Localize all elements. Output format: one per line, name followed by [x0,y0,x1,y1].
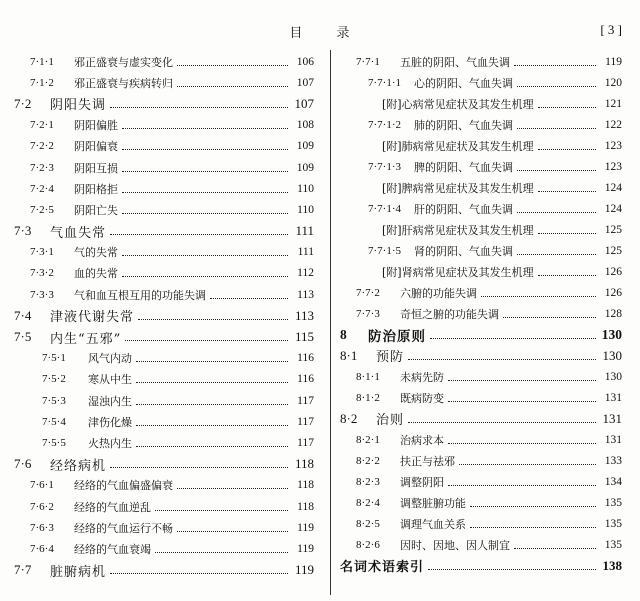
dot-leader [470,526,596,528]
toc-entry-number: 7·6 [14,456,32,472]
toc-entry[interactable] [14,136,314,157]
dot-leader [136,403,288,405]
toc-entry-number: 7·2·4 [30,182,54,195]
toc-entry-number: 7·2·5 [30,203,54,216]
dot-leader [538,106,596,108]
toc-entry-title: 肝的阴阳、气血失调 [414,202,513,216]
toc-entry[interactable] [14,51,314,72]
toc-entry-number: 7·3·3 [30,288,54,301]
toc-entry-title: [附]肝病常见症状及其发生机理 [382,223,534,237]
page-header-title: 目 录 [289,26,351,41]
toc-entry-page: 110 [297,182,314,195]
toc-entry-number: 7·3·2 [30,267,54,280]
dot-leader [136,424,288,426]
toc-entry-page: 124 [604,181,622,194]
toc-entry-title: 阴阳偏胜 [74,119,118,133]
toc-entry[interactable] [14,348,314,369]
dot-leader [122,212,288,214]
toc-entry-title: 五脏的阴阳、气血失调 [400,55,510,69]
toc-entry-number: 7·5·4 [42,415,66,428]
dot-leader [110,572,288,574]
toc-entry[interactable] [14,326,314,347]
dot-leader [122,275,288,277]
toc-entry-title: 阴阳失调 [50,98,107,114]
dot-leader [177,85,288,87]
toc-entry[interactable] [340,387,622,408]
dot-leader [136,381,288,383]
toc-entry[interactable] [14,390,314,411]
toc-entry-page: 135 [604,517,622,530]
toc-entry-page: 113 [297,288,314,301]
toc-entry-title: 名词术语索引 [340,560,425,575]
toc-entry-number: 7·7·3 [356,307,380,320]
toc-entry-page: 118 [297,500,314,513]
toc-entry-page: 107 [294,95,314,111]
toc-entry-title: 治病求本 [400,433,444,447]
toc-entry-title: 经络的气血偏盛偏衰 [74,479,173,493]
dot-leader [136,445,288,447]
toc-entry[interactable] [14,411,314,432]
toc-entry-page: 135 [604,538,622,551]
toc-entry-page: 138 [602,557,622,573]
toc-entry[interactable] [340,177,622,198]
toc-entry-page: 119 [605,55,622,68]
toc-entry-page: 120 [604,76,622,89]
page-number: [ 3 ] [600,22,622,37]
toc-entry-title: 未病先防 [400,370,444,384]
toc-entry-title: 调整脏腑功能 [400,496,466,510]
toc-entry-page: 135 [604,496,622,509]
toc-entry-title: 防治原则 [368,328,426,345]
toc-entry-number: 8·1·2 [356,391,380,404]
dot-leader [110,106,288,108]
dot-leader [503,316,596,318]
toc-entry[interactable] [14,284,314,305]
toc-entry-number: 7·5·2 [42,373,66,386]
dot-leader [110,233,288,235]
toc-entry[interactable] [340,114,622,135]
toc-entry[interactable] [340,240,622,261]
toc-entry-title: 邪正盛衰与虚实变化 [74,55,173,69]
toc-entry-number: 7·7·1·5 [368,244,401,257]
toc-entry-title: 经络的气血运行不畅 [74,521,173,535]
dot-leader [514,64,596,66]
dot-leader [177,530,288,532]
dot-leader [210,297,288,299]
toc-entry-page: 134 [604,475,622,488]
toc-entry-page: 119 [297,542,314,555]
toc-entry-title: 气血失常 [50,225,107,241]
toc-entry-number: 8·1 [340,347,358,363]
toc-entry-page: 110 [297,203,314,216]
dot-leader [155,551,288,553]
toc-entry-number: 7·7·1·2 [368,118,401,131]
toc-entry-number: 7·2·3 [30,161,54,174]
toc-entry[interactable] [340,324,622,345]
toc-entry-number: 7·5·3 [42,394,66,407]
toc-entry-title: 心的阴阳、气血失调 [414,76,513,90]
dot-leader [430,337,596,339]
toc-entry-title: [附]心病常见症状及其发生机理 [382,97,534,111]
toc-entry[interactable] [340,471,622,492]
toc-entry-title: 经络的气血衰竭 [74,542,151,556]
toc-entry-title: 风气内动 [88,352,132,366]
toc-entry[interactable] [340,366,622,387]
toc-entry[interactable] [14,93,314,114]
toc-entry-number: 7·2 [14,95,32,111]
toc-entry[interactable] [14,496,314,517]
dot-leader [122,254,288,256]
toc-entry-number: 8·2·1 [356,433,380,446]
toc-entry-number: 7·6·4 [30,542,54,555]
toc-entry[interactable] [340,93,622,114]
toc-entry-page: 130 [604,370,622,383]
dot-leader [481,295,596,297]
toc-entry-number: 7·7·1·4 [368,202,401,215]
toc-entry-title: 预防 [376,350,405,365]
toc-entry-title: 津伤化燥 [88,415,132,429]
dot-leader [538,232,596,234]
toc-entry[interactable] [340,51,622,72]
toc-entry[interactable] [340,429,622,450]
toc-entry[interactable] [340,156,622,177]
toc-entry-title: 调整阴阳 [400,475,444,489]
toc-entry-number: 7·2·2 [30,140,54,153]
toc-entry-page: 118 [294,456,314,472]
toc-entry[interactable] [14,305,314,326]
toc-entry-number: 7·7·1·3 [368,160,401,173]
dot-leader [122,170,288,172]
toc-entry-title: 阴阳偏衰 [74,140,118,154]
toc-entry-page: 130 [602,347,622,363]
toc-entry[interactable] [14,221,314,242]
toc-entry-title: 奇恒之腑的功能失调 [400,307,499,321]
toc-entry-title: 阴阳亡失 [74,203,118,217]
toc-entry-page: 111 [295,223,314,239]
toc-entry[interactable] [340,261,622,282]
toc-entry[interactable] [340,408,622,429]
toc-entry-title: 因时、因地、因人制宜 [400,538,510,552]
toc-entry-title: 邪正盛衰与疾病转归 [74,76,173,90]
dot-leader [538,274,596,276]
toc-entry[interactable] [340,219,622,240]
toc-entry[interactable] [14,517,314,538]
toc-right-column [340,51,622,576]
toc-entry[interactable] [14,369,314,390]
toc-entry-page: 108 [296,119,314,132]
toc-entry-number: 7·1·1 [30,55,54,68]
dot-leader [514,547,596,549]
toc-entry-title: 湿浊内生 [88,394,132,408]
dot-leader [448,400,596,402]
toc-left-column [14,51,314,581]
toc-entry-page: 117 [297,394,314,407]
toc-entry-page: 125 [604,244,622,257]
toc-entry-page: 123 [604,139,622,152]
toc-entry[interactable] [340,555,622,576]
dot-leader [110,466,288,468]
toc-entry-page: 119 [297,521,314,534]
toc-entry-title: 既病防变 [400,391,444,405]
toc-entry-title: 气的失常 [74,246,118,260]
toc-entry-page: 118 [297,479,314,492]
toc-entry-page: 111 [297,246,314,259]
toc-entry[interactable] [340,282,622,303]
dot-leader [517,85,596,87]
toc-entry-page: 112 [297,267,314,280]
toc-entry[interactable] [340,135,622,156]
toc-entry[interactable] [340,513,622,534]
toc-entry-number: 7·7·2 [356,286,380,299]
toc-entry-title: 经络的气血逆乱 [74,500,151,514]
toc-entry-page: 113 [294,307,314,323]
toc-entry-page: 124 [604,202,622,215]
toc-entry[interactable] [340,345,622,366]
toc-entry-title: 脏腑病机 [50,564,107,580]
toc-entry-number: 7·5·5 [42,436,66,449]
dot-leader [538,148,596,150]
toc-entry-number: 7·2·1 [30,119,54,132]
toc-entry-page: 116 [297,352,314,365]
toc-entry-number: 7·3·1 [30,246,54,259]
toc-entry-page: 125 [604,223,622,236]
toc-entry-title: [附]肺病常见症状及其发生机理 [382,139,534,153]
toc-entry-page: 123 [604,160,622,173]
toc-entry[interactable] [14,72,314,93]
toc-entry-number: 8·2 [340,410,358,426]
dot-leader [517,169,596,171]
toc-entry-page: 115 [294,329,314,345]
toc-entry-page: 117 [297,415,314,428]
toc-entry[interactable] [340,492,622,513]
toc-entry-page: 130 [601,326,622,342]
toc-entry-page: 116 [297,373,314,386]
toc-entry-number: 7·7·1·1 [368,76,401,89]
toc-entry[interactable] [340,303,622,324]
toc-entry-page: 109 [296,161,314,174]
dot-leader [125,339,288,341]
column-divider [330,50,331,595]
toc-entry[interactable] [14,454,314,475]
toc-entry-title: 阴阳互损 [74,161,118,175]
toc-entry-title: 肾的阴阳、气血失调 [414,244,513,258]
dot-leader [517,253,596,255]
toc-entry-number: 8·2·2 [356,454,380,467]
toc-entry-number: 8 [340,326,347,342]
toc-entry-page: 131 [604,391,622,404]
toc-entry-number: 8·1·1 [356,370,380,383]
toc-entry-title: 津液代谢失常 [50,310,135,326]
toc-entry-title: 血的失常 [74,267,118,281]
toc-entry[interactable] [340,450,622,471]
toc-entry-number: 7·5·1 [42,352,66,365]
toc-entry-number: 7·1·2 [30,76,54,89]
toc-entry-number: 7·5 [14,329,32,345]
toc-entry-title: 火热内生 [88,436,132,450]
dot-leader [408,358,596,360]
toc-entry-page: 126 [604,265,622,278]
toc-entry[interactable] [14,560,314,581]
toc-entry-number: 7·4 [14,307,32,323]
toc-entry-title: 脾的阴阳、气血失调 [414,160,513,174]
toc-entry-number: 8·2·5 [356,517,380,530]
toc-entry[interactable] [14,263,314,284]
dot-leader [177,64,288,66]
dot-leader [122,148,288,150]
dot-leader [177,487,288,489]
toc-entry-number: 7·7·1 [356,55,380,68]
toc-entry-title: 治则 [376,413,405,428]
toc-entry-page: 109 [296,140,314,153]
toc-entry-page: 126 [604,286,622,299]
toc-entry-title: [附]肾病常见症状及其发生机理 [382,265,534,279]
dot-leader [470,505,596,507]
toc-entry[interactable] [14,538,314,559]
toc-entry-page: 106 [296,55,314,68]
dot-leader [448,442,596,444]
toc-entry[interactable] [14,199,314,220]
toc-entry-title: 经络病机 [50,458,107,474]
toc-entry[interactable] [340,72,622,93]
toc-entry-page: 128 [604,307,622,320]
dot-leader [448,379,596,381]
toc-entry-title: 寒从中生 [88,373,132,387]
toc-entry-page: 122 [604,118,622,131]
toc-entry-number: 7·6·2 [30,500,54,513]
toc-entry-number: 7·3 [14,223,32,239]
toc-entry[interactable] [340,198,622,219]
toc-entry-title: 扶正与祛邪 [400,454,455,468]
toc-entry-title: 阴阳格拒 [74,182,118,196]
toc-entry-title: 气和血互根互用的功能失调 [74,288,206,302]
toc-entry-title: 肺的阴阳、气血失调 [414,118,513,132]
toc-entry[interactable] [14,115,314,136]
toc-entry-number: 7·6·3 [30,521,54,534]
dot-leader [155,509,288,511]
toc-entry[interactable] [14,157,314,178]
toc-entry-number: 8·2·3 [356,475,380,488]
toc-entry-page: 133 [604,454,622,467]
dot-leader [136,360,288,362]
toc-entry-page: 131 [602,410,622,426]
toc-entry-title: [附]脾病常见症状及其发生机理 [382,181,534,195]
toc-entry-number: 7·6·1 [30,479,54,492]
dot-leader [538,190,596,192]
dot-leader [448,484,596,486]
toc-entry-page: 121 [604,97,622,110]
dot-leader [408,421,596,423]
toc-entry[interactable] [14,242,314,263]
toc-entry-page: 117 [297,436,314,449]
toc-entry-number: 7·7 [14,562,32,578]
dot-leader [122,191,288,193]
toc-entry-page: 131 [604,433,622,446]
toc-entry-number: 8·2·4 [356,496,380,509]
toc-entry-title: 调理气血关系 [400,517,466,531]
toc-entry[interactable] [14,178,314,199]
toc-entry[interactable] [14,432,314,453]
toc-entry-title: 内生“五邪” [50,331,122,347]
toc-entry-page: 107 [296,76,314,89]
toc-entry-number: 8·2·6 [356,538,380,551]
toc-entry[interactable] [14,475,314,496]
toc-entry-page: 119 [294,562,314,578]
toc-entry[interactable] [340,534,622,555]
dot-leader [517,127,596,129]
dot-leader [459,463,596,465]
dot-leader [122,127,288,129]
toc-entry-title: 六腑的功能失调 [400,286,477,300]
dot-leader [138,318,288,320]
dot-leader [517,211,596,213]
dot-leader [428,568,596,570]
